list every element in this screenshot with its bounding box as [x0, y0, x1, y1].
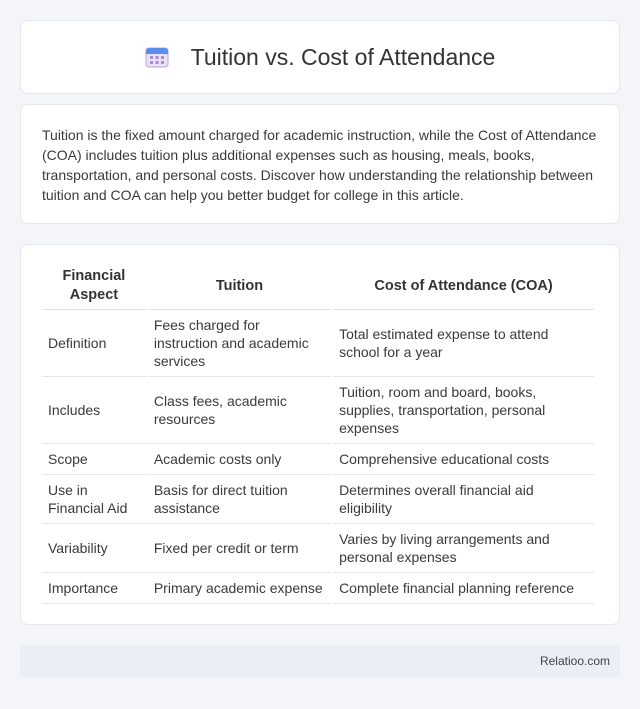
- column-header-aspect: Financial Aspect: [42, 263, 146, 310]
- column-header-coa: Cost of Attendance (COA): [333, 263, 594, 310]
- page-title: Tuition vs. Cost of Attendance: [190, 43, 496, 70]
- table-cell: Comprehensive educational costs: [333, 444, 594, 475]
- table-row: [42, 377, 594, 444]
- intro-card: [20, 104, 620, 224]
- table-cell: Basis for direct tuition assistance: [148, 475, 331, 524]
- comparison-table: [40, 263, 596, 604]
- table-cell: Use in Financial Aid: [42, 475, 146, 524]
- table-row: [42, 524, 594, 573]
- table-cell: Varies by living arrangements and personal expenses: [333, 524, 594, 573]
- column-header-tuition: Tuition: [148, 263, 331, 310]
- table-row: [42, 444, 594, 475]
- table-cell: Fees charged for instruction and academic services: [148, 310, 331, 377]
- table-cell: Complete financial planning reference: [333, 573, 594, 604]
- table-cell: Variability: [42, 524, 146, 573]
- table-cell: Scope: [42, 444, 146, 475]
- calendar-icon: [145, 45, 169, 69]
- table-cell: Primary academic expense: [148, 573, 331, 604]
- table-cell: Definition: [42, 310, 146, 377]
- intro-text: Tuition is the fixed amount charged for academic instruction, while the Cost of Attendance (COA) includes tuition plus additional expenses such as housing, meals, books, transportation, and personal costs. Discover how understanding the relationship between tuition and COA can help you better budget for college in this article.: [42, 127, 597, 203]
- footer: [20, 645, 620, 678]
- table-cell: Includes: [42, 377, 146, 444]
- table-cell: Total estimated expense to attend school for a year: [333, 310, 594, 377]
- comparison-table-card: [20, 244, 620, 625]
- table-row: [42, 475, 594, 524]
- table-cell: Determines overall financial aid eligibility: [333, 475, 594, 524]
- footer-site-name[interactable]: Relatioo.com: [539, 654, 610, 668]
- table-cell: Tuition, room and board, books, supplies, transportation, personal expenses: [333, 377, 594, 444]
- table-cell: Fixed per credit or term: [148, 524, 331, 573]
- table-cell: Class fees, academic resources: [148, 377, 331, 444]
- table-row: [42, 310, 594, 377]
- table-cell: Academic costs only: [148, 444, 331, 475]
- table-cell: Importance: [42, 573, 146, 604]
- table-row: [42, 573, 594, 604]
- title-card: [20, 20, 620, 94]
- table-header-row: [42, 263, 594, 310]
